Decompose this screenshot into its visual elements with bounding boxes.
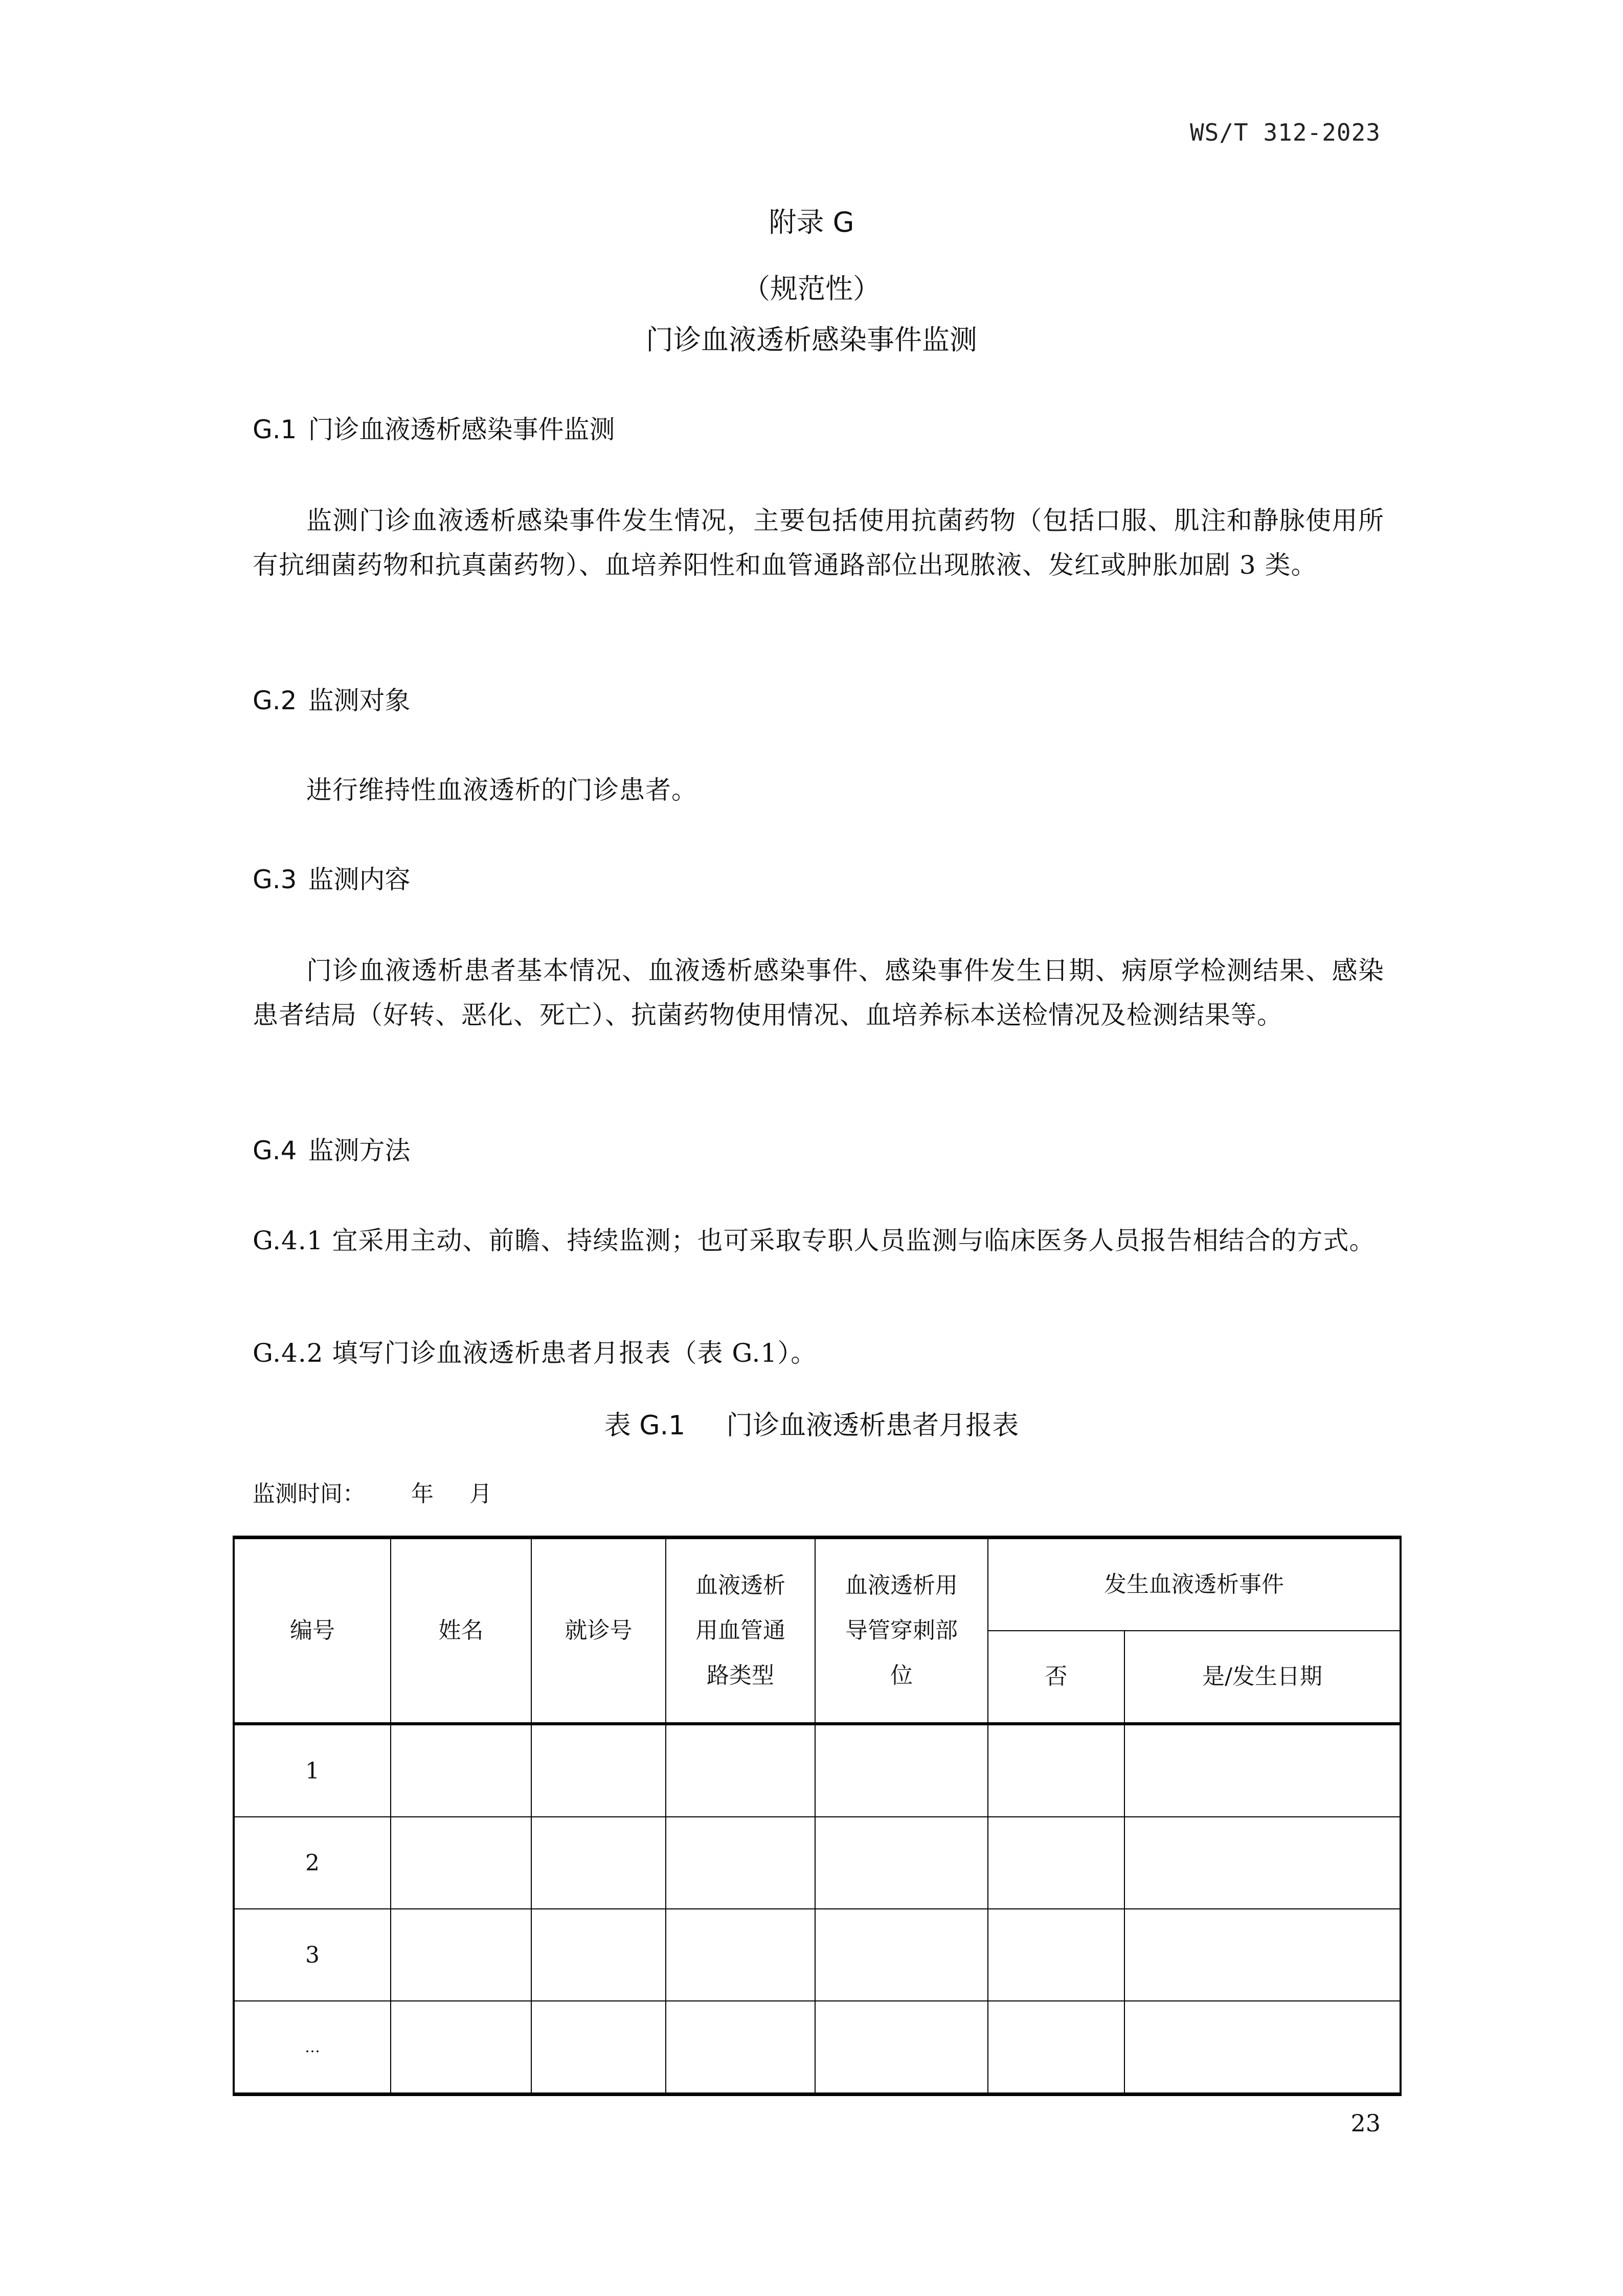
annex-nature: （规范性）	[742, 273, 881, 305]
cell-access-type[interactable]	[666, 2001, 815, 2095]
table-caption	[0, 1404, 1623, 1442]
header-event-no: 否	[988, 1631, 1124, 1724]
header-visit-no: 就诊号	[531, 1538, 666, 1724]
annex-label: 附录 G	[769, 206, 854, 238]
section-heading-g1	[253, 409, 615, 446]
cell-id: 1	[234, 1724, 391, 1817]
section-title: 监测内容	[308, 865, 411, 894]
cell-name[interactable]	[391, 1724, 531, 1817]
cell-visit-no[interactable]	[531, 1909, 666, 2001]
section-heading-g3	[253, 859, 410, 896]
section-number: G.3	[253, 865, 297, 894]
cell-catheter-site[interactable]	[815, 2001, 988, 2095]
header-event-group: 发生血液透析事件	[988, 1538, 1401, 1631]
cell-event-no[interactable]	[988, 1909, 1124, 2001]
monitoring-time	[253, 1475, 492, 1508]
table-row	[234, 1724, 1401, 1817]
cell-visit-no[interactable]	[531, 1724, 666, 1817]
header-id: 编号	[234, 1538, 391, 1724]
header-access-type: 血液透析用血管通路类型	[666, 1538, 815, 1724]
section-number: G.1	[253, 415, 297, 444]
header-catheter-site: 血液透析用导管穿刺部位	[815, 1538, 988, 1724]
table-row	[234, 1817, 1401, 1909]
annex-title: 门诊血液透析感染事件监测	[646, 324, 977, 356]
cell-id: …	[234, 2001, 391, 2095]
section-heading-g4	[253, 1130, 410, 1167]
cell-visit-no[interactable]	[531, 1817, 666, 1909]
section-number: G.2	[253, 686, 297, 715]
table-row	[234, 1909, 1401, 2001]
table-caption-number: 表 G.1	[604, 1410, 686, 1441]
cell-event-yes[interactable]	[1124, 1817, 1401, 1909]
cell-event-yes[interactable]	[1124, 2001, 1401, 2095]
cell-name[interactable]	[391, 1909, 531, 2001]
cell-visit-no[interactable]	[531, 2001, 666, 2095]
section-number: G.4	[253, 1136, 297, 1165]
standard-code: WS/T 312-2023	[1189, 119, 1381, 146]
cell-event-no[interactable]	[988, 2001, 1124, 2095]
cell-access-type[interactable]	[666, 1724, 815, 1817]
monitoring-time-year: 年	[411, 1481, 434, 1507]
cell-catheter-site[interactable]	[815, 1724, 988, 1817]
cell-access-type[interactable]	[666, 1817, 815, 1909]
clause-g4-1: G.4.1 宜采用主动、前瞻、持续监测；也可采取专职人员监测与临床医务人员报告相结合的方式。	[253, 1226, 1376, 1255]
section-title: 门诊血液透析感染事件监测	[308, 415, 615, 444]
monthly-report-table	[233, 1536, 1402, 2096]
section-body-g1: 监测门诊血液透析感染事件发生情况，主要包括使用抗菌药物（包括口服、肌注和静脉使用所有抗细菌药物和抗真菌药物）、血培养阳性和血管通路部位出现脓液、发红或肿胀加剧 3 类。	[253, 506, 1384, 580]
section-title: 监测对象	[308, 686, 411, 715]
cell-catheter-site[interactable]	[815, 1909, 988, 2001]
cell-name[interactable]	[391, 2001, 531, 2095]
cell-event-no[interactable]	[988, 1817, 1124, 1909]
header-event-yes: 是/发生日期	[1124, 1631, 1401, 1724]
table-row	[234, 2001, 1401, 2095]
monitoring-time-label: 监测时间：	[253, 1481, 365, 1507]
cell-id: 3	[234, 1909, 391, 2001]
section-body-g3: 门诊血液透析患者基本情况、血液透析感染事件、感染事件发生日期、病原学检测结果、感染患者结局（好转、恶化、死亡）、抗菌药物使用情况、血培养标本送检情况及检测结果等。	[253, 956, 1384, 1030]
cell-id: 2	[234, 1817, 391, 1909]
header-name: 姓名	[391, 1538, 531, 1724]
cell-access-type[interactable]	[666, 1909, 815, 2001]
section-heading-g2	[253, 680, 410, 717]
section-body-g2: 进行维持性血液透析的门诊患者。	[306, 775, 697, 805]
page-number: 23	[1350, 2109, 1381, 2137]
cell-event-yes[interactable]	[1124, 1909, 1401, 2001]
table-caption-title: 门诊血液透析患者月报表	[726, 1410, 1019, 1441]
section-title: 监测方法	[308, 1136, 411, 1165]
clause-g4-2: G.4.2 填写门诊血液透析患者月报表（表 G.1）。	[253, 1338, 817, 1368]
monitoring-time-month: 月	[469, 1481, 492, 1507]
cell-event-no[interactable]	[988, 1724, 1124, 1817]
cell-catheter-site[interactable]	[815, 1817, 988, 1909]
cell-event-yes[interactable]	[1124, 1724, 1401, 1817]
cell-name[interactable]	[391, 1817, 531, 1909]
